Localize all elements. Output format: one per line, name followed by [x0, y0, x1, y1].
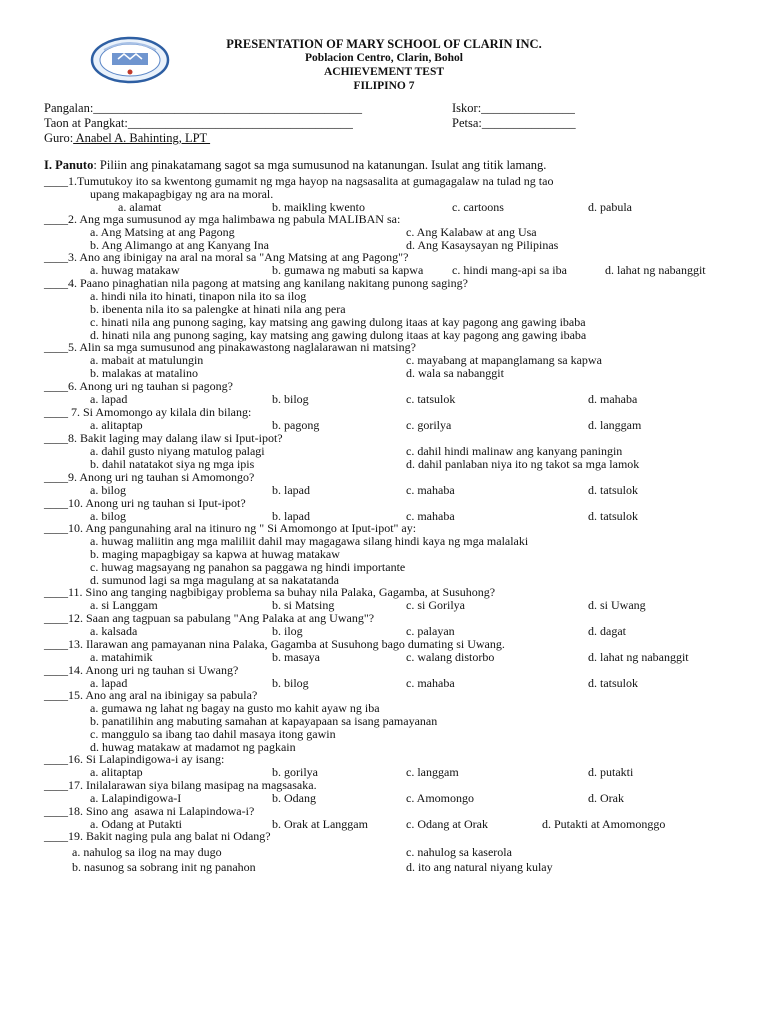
instructions-text: : Piliin ang pinakatamang sagot sa mga sumusunod na katanungan. Isulat ang titik lamang.	[93, 158, 547, 172]
answer-choice: d. Orak	[588, 791, 624, 805]
answer-choice: c. Amomongo	[406, 791, 474, 805]
question: ____8. Bakit laging may dalang ilaw si Iput-ipot?	[44, 431, 283, 445]
question-continuation: upang makapagbigay ng ara na moral.	[90, 187, 274, 201]
answer-choice: d. dahil panlaban niya ito ng takot sa mga lamok	[406, 457, 640, 471]
teacher-name: Anabel A. Bahinting, LPT	[73, 131, 211, 145]
answer-choice: d. ito ang natural niyang kulay	[406, 860, 553, 874]
question: ____14. Anong uri ng tauhan si Uwang?	[44, 663, 239, 677]
answer-choice: c. mahaba	[406, 676, 455, 690]
school-address: Poblacion Centro, Clarin, Bohol	[305, 52, 463, 64]
answer-choice: d. dagat	[588, 624, 626, 638]
answer-choice: c. manggulo sa ibang tao dahil masaya itong gawin	[90, 727, 336, 741]
question: ____10. Anong uri ng tauhan si Iput-ipot?	[44, 496, 246, 510]
question: ____17. Inilalarawan siya bilang masipag na magsasaka.	[44, 778, 317, 792]
answer-choice: d. lahat ng nabanggit	[588, 650, 689, 664]
answer-choice: d. hinati nila ang punong saging, kay matsing ang gawing dulong itaas at kay pagong ang gawing ibaba	[90, 328, 587, 342]
answer-choice: a. hindi nila ito hinati, tinapon nila ito sa ilog	[90, 289, 307, 303]
teacher-field	[44, 131, 210, 145]
question: ____13. Ilarawan ang pamayanan nina Palaka, Gagamba at Susuhong bago dumating si Uwang.	[44, 637, 505, 651]
question: ____9. Anong uri ng tauhan si Amomongo?	[44, 470, 255, 484]
answer-choice: d. tatsulok	[588, 483, 638, 497]
answer-choice: b. bilog	[272, 676, 309, 690]
answer-choice: b. si Matsing	[272, 598, 335, 612]
answer-choice: d. wala sa nabanggit	[406, 366, 504, 380]
answer-choice: c. mahaba	[406, 483, 455, 497]
answer-choice: d. mahaba	[588, 392, 638, 406]
answer-choice: d. pabula	[588, 200, 632, 214]
answer-choice: a. kalsada	[90, 624, 138, 638]
answer-choice: c. gorilya	[406, 418, 452, 432]
answer-choice: b. panatilihin ang mabuting samahan at kapayapaan sa isang pamayanan	[90, 714, 438, 728]
question: ____6. Anong uri ng tauhan si pagong?	[44, 379, 233, 393]
answer-choice: b. gorilya	[272, 765, 318, 779]
answer-choice: a. matahimik	[90, 650, 153, 664]
name-field[interactable]: Pangalan:___________________________________________	[44, 101, 363, 115]
answer-choice: a. bilog	[90, 509, 126, 523]
question: ____ 7. Si Amomongo ay kilala din bilang:	[44, 405, 252, 419]
answer-choice: d. tatsulok	[588, 509, 638, 523]
answer-choice: a. Odang at Putakti	[90, 817, 182, 831]
answer-choice: d. lahat ng nabanggit	[605, 263, 706, 277]
answer-choice: b. Odang	[272, 791, 316, 805]
answer-choice: c. huwag magsayang ng panahon sa paggawa ng hindi importante	[90, 560, 406, 574]
answer-choice: b. maging mapagbigay sa kapwa at huwag matakaw	[90, 547, 340, 561]
answer-choice: c. Odang at Orak	[406, 817, 488, 831]
answer-choice: c. langgam	[406, 765, 459, 779]
test-title: ACHIEVEMENT TEST	[323, 66, 445, 78]
answer-choice: d. putakti	[588, 765, 634, 779]
answer-choice: d. Putakti at Amomonggo	[542, 817, 666, 831]
answer-choice: b. nasunog sa sobrang init ng panahon	[72, 860, 256, 874]
answer-choice: c. mahaba	[406, 509, 455, 523]
answer-choice: c. walang distorbo	[406, 650, 495, 664]
answer-choice: a. si Langgam	[90, 598, 158, 612]
question: ____19. Bakit naging pula ang balat ni Odang?	[44, 829, 271, 843]
answer-choice: a. alitaptap	[90, 418, 143, 432]
question: ____18. Sino ang asawa ni Lalapindowa-i?	[44, 804, 255, 818]
school-name: PRESENTATION OF MARY SCHOOL OF CLARIN INC.	[226, 37, 542, 51]
answer-choice: d. si Uwang	[588, 598, 646, 612]
answer-choice: b. bilog	[272, 392, 309, 406]
document-header	[0, 37, 768, 93]
question: ____15. Ano ang aral na ibinigay sa pabula?	[44, 688, 258, 702]
answer-choice: b. pagong	[272, 418, 320, 432]
question: ____5. Alin sa mga sumusunod ang pinakawastong naglalarawan ni matsing?	[44, 340, 416, 354]
answer-choice: a. mabait at matulungin	[90, 353, 204, 367]
answer-choice: c. dahil hindi malinaw ang kanyang paningin	[406, 444, 623, 458]
answer-choice: c. hindi mang-api sa iba	[452, 263, 567, 277]
answer-choice: b. lapad	[272, 509, 310, 523]
answer-choice: b. gumawa ng mabuti sa kapwa	[272, 263, 424, 277]
answer-choice: a. Lalapindigowa-I	[90, 791, 182, 805]
answer-choice: b. maikling kwento	[272, 200, 365, 214]
answer-choice: b. masaya	[272, 650, 320, 664]
question: ____2. Ang mga sumusunod ay mga halimbawa ng pabula MALIBAN sa:	[44, 212, 401, 226]
question: ____12. Saan ang tagpuan sa pabulang "Ang Palaka at ang Uwang"?	[44, 611, 375, 625]
question: ____1.Tumutukoy ito sa kwentong gumamit ng mga hayop na nagsasalita at gumagagalaw na tulad ng tao	[44, 174, 554, 188]
answer-choice: a. dahil gusto niyang matulog palagi	[90, 444, 265, 458]
answer-choice: b. Orak at Langgam	[272, 817, 368, 831]
date-field[interactable]: Petsa:_______________	[452, 116, 576, 130]
answer-choice: a. bilog	[90, 483, 126, 497]
answer-choice: a. alamat	[118, 200, 162, 214]
answer-choice: b. ibenenta nila ito sa palengke at hinati nila ang pera	[90, 302, 346, 316]
answer-choice: a. alitaptap	[90, 765, 143, 779]
answer-choice: c. nahulog sa kaserola	[406, 845, 512, 859]
question: ____11. Sino ang tanging nagbibigay problema sa buhay nila Palaka, Gagamba, at Susuhong?	[44, 585, 496, 599]
question: ____4. Paano pinaghatian nila pagong at matsing ang kanilang nakitang punong saging?	[44, 276, 468, 290]
answer-choice: d. huwag matakaw at madamot ng pagkain	[90, 740, 296, 754]
score-field[interactable]: Iskor:_______________	[452, 101, 575, 115]
answer-choice: d. tatsulok	[588, 676, 638, 690]
answer-choice: b. dahil natatakot siya ng mga ipis	[90, 457, 255, 471]
answer-choice: c. cartoons	[452, 200, 504, 214]
answer-choice: a. gumawa ng lahat ng bagay na gusto mo kahit ayaw ng iba	[90, 701, 380, 715]
teacher-label: Guro:	[44, 131, 74, 145]
question: ____3. Ano ang ibinigay na aral na moral sa "Ang Matsing at ang Pagong"?	[44, 250, 409, 264]
answer-choice: c. si Gorilya	[406, 598, 465, 612]
answer-choice: c. Ang Kalabaw at ang Usa	[406, 225, 537, 239]
answer-choice: a. nahulog sa ilog na may dugo	[72, 845, 222, 859]
answer-choice: b. Ang Alimango at ang Kanyang Ina	[90, 238, 269, 252]
answer-choice: a. lapad	[90, 676, 128, 690]
answer-choice: c. hinati nila ang punong saging, kay matsing ang gawing dulong itaas at kay pagong ang gawing ibaba	[90, 315, 586, 329]
question: ____16. Si Lalapindigowa-i ay isang:	[44, 752, 225, 766]
answer-choice: c. tatsulok	[406, 392, 456, 406]
answer-choice: a. Ang Matsing at ang Pagong	[90, 225, 235, 239]
answer-choice: c. mayabang at mapanglamang sa kapwa	[406, 353, 602, 367]
answer-choice: a. huwag matakaw	[90, 263, 180, 277]
answer-choice: a. lapad	[90, 392, 128, 406]
answer-choice: d. langgam	[588, 418, 642, 432]
answer-choice: b. ilog	[272, 624, 303, 638]
answer-choice: d. Ang Kasaysayan ng Pilipinas	[406, 238, 559, 252]
subject-title: FILIPINO 7	[353, 80, 415, 92]
answer-choice: b. malakas at matalino	[90, 366, 198, 380]
answer-choice: a. huwag maliitin ang mga maliliit dahil may magagawa silang hindi kaya ng mga malalaki	[90, 534, 529, 548]
instructions-label: I. Panuto	[44, 158, 94, 172]
question: ____10. Ang pangunahing aral na itinuro ng " Si Amomongo at Iput-ipot" ay:	[44, 521, 417, 535]
answer-choice: b. lapad	[272, 483, 310, 497]
instructions	[44, 157, 546, 173]
answer-choice: d. sumunod lagi sa mga magulang at sa nakatatanda	[90, 573, 339, 587]
grade-section-field[interactable]: Taon at Pangkat:____________________________________	[44, 116, 353, 130]
answer-choice: c. palayan	[406, 624, 455, 638]
